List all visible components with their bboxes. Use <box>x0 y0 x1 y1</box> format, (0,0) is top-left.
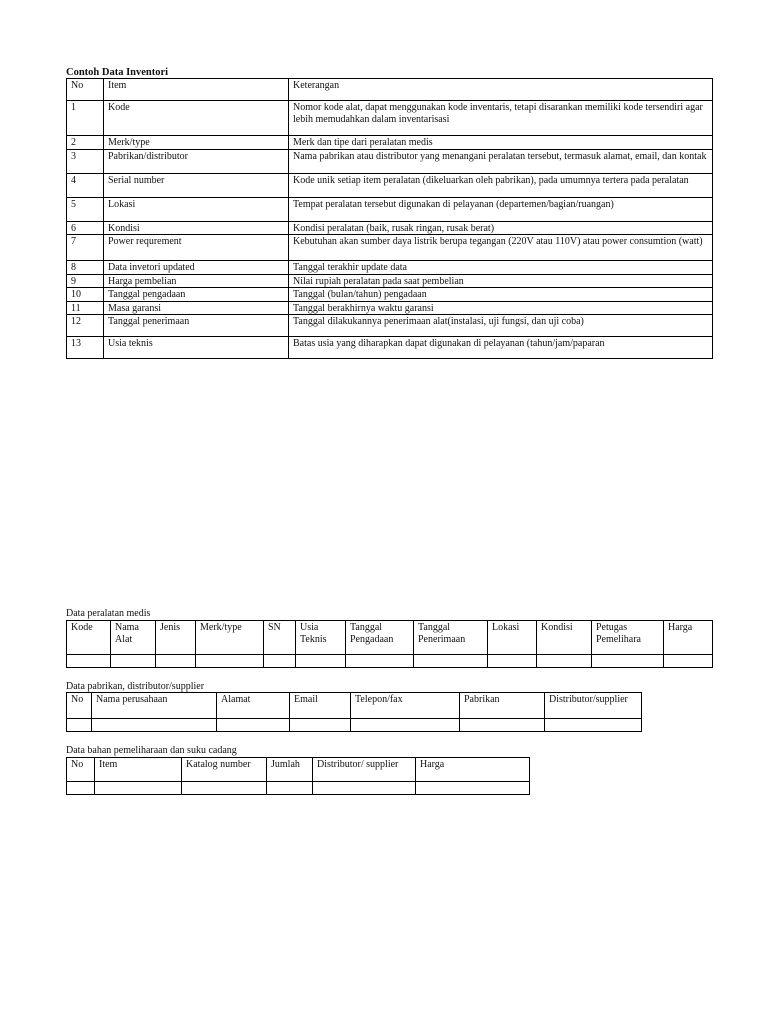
row-description: Tanggal (bulan/tahun) pengadaan <box>289 288 713 302</box>
header-cell: Distributor/supplier <box>545 693 642 719</box>
empty-cell <box>67 782 95 795</box>
empty-cell <box>592 655 664 668</box>
table-row <box>67 261 713 275</box>
row-item: Harga pembelian <box>104 274 289 288</box>
row-description: Tanggal berakhirnya waktu garansi <box>289 301 713 315</box>
empty-cell <box>346 655 414 668</box>
row-description: Tanggal dilakukannya penerimaan alat(instalasi, uji fungsi, dan uji coba) <box>289 315 713 337</box>
header-cell: Telepon/fax <box>351 693 460 719</box>
row-number: 5 <box>67 197 104 221</box>
header-cell: No <box>67 79 104 101</box>
row-item: Masa garansi <box>104 301 289 315</box>
row-description: Kondisi peralatan (baik, rusak ringan, rusak berat) <box>289 221 713 235</box>
row-number: 9 <box>67 274 104 288</box>
materials-table <box>66 757 530 795</box>
empty-cell <box>67 655 111 668</box>
row-number: 10 <box>67 288 104 302</box>
empty-cell <box>290 719 351 732</box>
row-description: Batas usia yang diharapkan dapat digunakan di pelayanan (tahun/jam/paparan <box>289 337 713 359</box>
row-number: 11 <box>67 301 104 315</box>
row-description: Nomor kode alat, dapat menggunakan kode inventaris, tetapi disarankan memiliki kode tersendiri agar lebih memudahkan dalam inventarisasi <box>289 101 713 136</box>
row-item: Pabrikan/distributor <box>104 149 289 173</box>
header-cell: Jumlah <box>267 758 313 782</box>
inventory-title: Contoh Data Inventori <box>66 67 169 78</box>
empty-cell <box>111 655 156 668</box>
header-cell: Email <box>290 693 351 719</box>
table-row <box>67 719 642 732</box>
header-cell: Pabrikan <box>460 693 545 719</box>
empty-cell <box>156 655 196 668</box>
row-item: Power requrement <box>104 235 289 261</box>
empty-cell <box>264 655 296 668</box>
empty-cell <box>296 655 346 668</box>
equipment-table <box>66 620 713 668</box>
header-cell: No <box>67 693 92 719</box>
table-row <box>67 288 713 302</box>
empty-cell <box>351 719 460 732</box>
empty-cell <box>664 655 713 668</box>
row-description: Nama pabrikan atau distributor yang menangani peralatan tersebut, termasuk alamat, email, dan kontak <box>289 149 713 173</box>
empty-cell <box>537 655 592 668</box>
table-row <box>67 235 713 261</box>
row-item: Tanggal pengadaan <box>104 288 289 302</box>
table-header-row <box>67 758 530 782</box>
row-item: Kondisi <box>104 221 289 235</box>
header-cell: Petugas Pemelihara <box>592 621 664 655</box>
row-description: Kebutuhan akan sumber daya listrik berupa tegangan (220V atau 110V) atau power consumtion (watt) <box>289 235 713 261</box>
table-row <box>67 315 713 337</box>
header-cell: Harga <box>416 758 530 782</box>
empty-cell <box>488 655 537 668</box>
table-row <box>67 274 713 288</box>
row-item: Serial number <box>104 173 289 197</box>
header-cell: Harga <box>664 621 713 655</box>
row-number: 8 <box>67 261 104 275</box>
header-cell: Katalog number <box>182 758 267 782</box>
row-number: 12 <box>67 315 104 337</box>
empty-cell <box>545 719 642 732</box>
table-row <box>67 337 713 359</box>
empty-cell <box>95 782 182 795</box>
empty-cell <box>92 719 217 732</box>
row-item: Usia teknis <box>104 337 289 359</box>
table-row <box>67 655 713 668</box>
header-cell: Nama Alat <box>111 621 156 655</box>
header-cell: Usia Teknis <box>296 621 346 655</box>
header-cell: Lokasi <box>488 621 537 655</box>
table-row <box>67 197 713 221</box>
row-number: 2 <box>67 136 104 150</box>
header-cell: Item <box>95 758 182 782</box>
empty-cell <box>414 655 488 668</box>
empty-cell <box>460 719 545 732</box>
table-header-row <box>67 693 642 719</box>
supplier-caption: Data pabrikan, distributor/supplier <box>66 681 205 692</box>
empty-cell <box>313 782 416 795</box>
empty-cell <box>416 782 530 795</box>
row-number: 6 <box>67 221 104 235</box>
header-cell: Keterangan <box>289 79 713 101</box>
table-row <box>67 301 713 315</box>
row-item: Tanggal penerimaan <box>104 315 289 337</box>
table-header-row <box>67 621 713 655</box>
header-cell: Alamat <box>217 693 290 719</box>
table-header-row <box>67 79 713 101</box>
row-item: Merk/type <box>104 136 289 150</box>
header-cell: Item <box>104 79 289 101</box>
empty-cell <box>67 719 92 732</box>
materials-caption: Data bahan pemeliharaan dan suku cadang <box>66 745 237 756</box>
table-row <box>67 101 713 136</box>
row-item: Data invetori updated <box>104 261 289 275</box>
table-row <box>67 173 713 197</box>
header-cell: Tanggal Penerimaan <box>414 621 488 655</box>
row-number: 4 <box>67 173 104 197</box>
row-description: Tanggal terakhir update data <box>289 261 713 275</box>
row-number: 13 <box>67 337 104 359</box>
header-cell: Kode <box>67 621 111 655</box>
table-row <box>67 136 713 150</box>
row-item: Kode <box>104 101 289 136</box>
row-description: Tempat peralatan tersebut digunakan di pelayanan (departemen/bagian/ruangan) <box>289 197 713 221</box>
row-number: 1 <box>67 101 104 136</box>
row-description: Merk dan tipe dari peralatan medis <box>289 136 713 150</box>
header-cell: Distributor/ supplier <box>313 758 416 782</box>
row-description: Kode unik setiap item peralatan (dikeluarkan oleh pabrikan), pada umumnya tertera pada peralatan <box>289 173 713 197</box>
header-cell: Tanggal Pengadaan <box>346 621 414 655</box>
empty-cell <box>267 782 313 795</box>
supplier-table <box>66 692 642 732</box>
row-item: Lokasi <box>104 197 289 221</box>
table-row <box>67 149 713 173</box>
row-number: 7 <box>67 235 104 261</box>
header-cell: Jenis <box>156 621 196 655</box>
empty-cell <box>217 719 290 732</box>
table-row <box>67 221 713 235</box>
equipment-caption: Data peralatan medis <box>66 608 151 619</box>
inventory-table <box>66 78 713 359</box>
empty-cell <box>182 782 267 795</box>
row-number: 3 <box>67 149 104 173</box>
header-cell: Nama perusahaan <box>92 693 217 719</box>
empty-cell <box>196 655 264 668</box>
header-cell: Merk/type <box>196 621 264 655</box>
header-cell: SN <box>264 621 296 655</box>
table-row <box>67 782 530 795</box>
header-cell: No <box>67 758 95 782</box>
row-description: Nilai rupiah peralatan pada saat pembelian <box>289 274 713 288</box>
header-cell: Kondisi <box>537 621 592 655</box>
